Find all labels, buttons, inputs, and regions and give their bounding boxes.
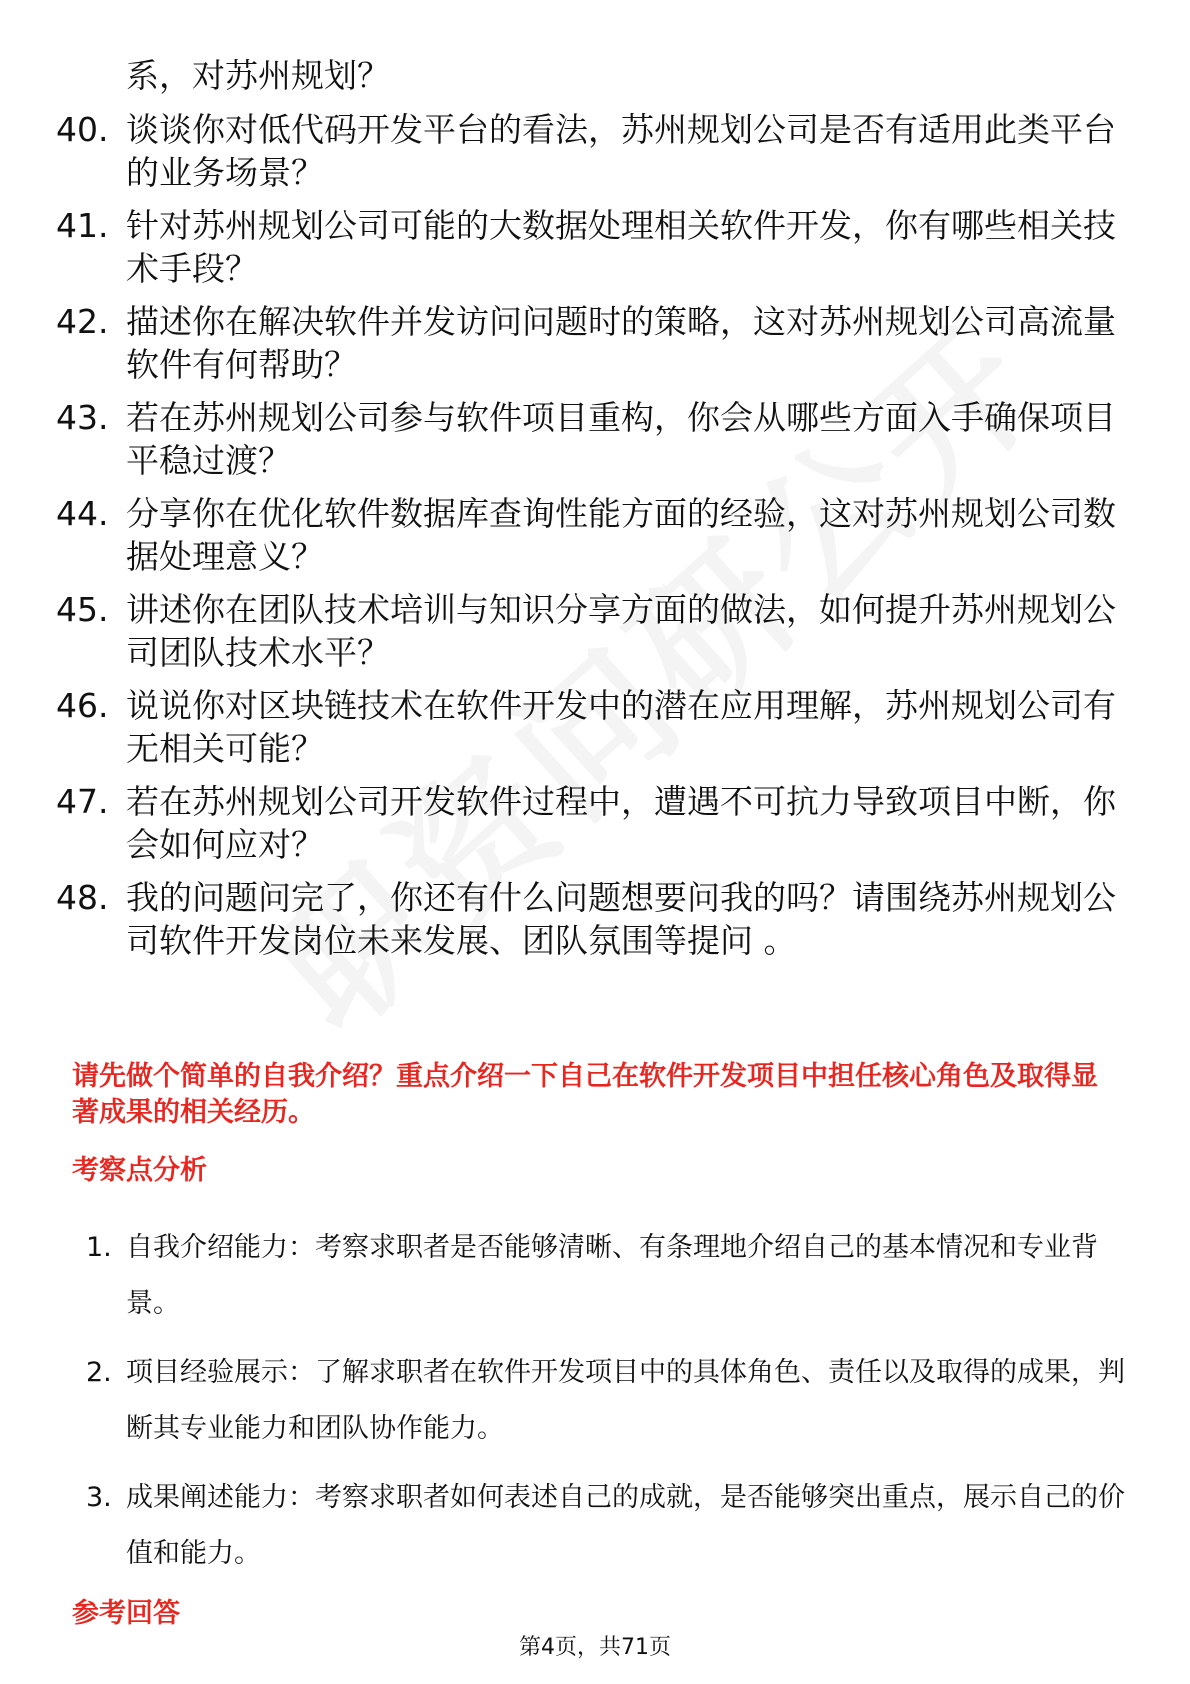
question-item xyxy=(56,108,1116,194)
question-number: 45. xyxy=(56,590,109,629)
question-number: 47. xyxy=(56,782,109,821)
question-item xyxy=(56,684,1116,770)
analysis-text: 自我介绍能力：考察求职者是否能够清晰、有条理地介绍自己的基本情况和专业背景。 xyxy=(126,1232,1098,1319)
question-item xyxy=(56,396,1116,482)
question-number: 40. xyxy=(56,110,109,149)
question-text: 若在苏州规划公司开发软件过程中，遭遇不可抗力导致项目中断，你会如何应对？ xyxy=(126,782,1116,864)
question-number: 44. xyxy=(56,494,109,533)
analysis-number: 3. xyxy=(86,1482,112,1513)
analysis-text: 项目经验展示：了解求职者在软件开发项目中的具体角色、责任以及取得的成果，判断其专业能力和团队协作能力。 xyxy=(126,1357,1125,1444)
question-number: 46. xyxy=(56,686,109,725)
question-text: 谈谈你对低代码开发平台的看法，苏州规划公司是否有适用此类平台的业务场景？ xyxy=(126,110,1116,192)
question-item xyxy=(56,300,1116,386)
continuation-text: 系，对苏州规划？ xyxy=(126,56,390,95)
analysis-number: 2. xyxy=(86,1357,112,1388)
question-headline: 请先做个简单的自我介绍？重点介绍一下自己在软件开发项目中担任核心角色及取得显著成果的相关经历。 xyxy=(72,1061,1098,1128)
question-text: 若在苏州规划公司参与软件项目重构，你会从哪些方面入手确保项目平稳过渡？ xyxy=(126,398,1116,480)
question-text: 分享你在优化软件数据库查询性能方面的经验，这对苏州规划公司数据处理意义？ xyxy=(126,494,1116,576)
question-number: 41. xyxy=(56,206,109,245)
question-number: 42. xyxy=(56,302,109,341)
analysis-item xyxy=(86,1470,1126,1582)
question-item xyxy=(56,204,1116,290)
question-text: 说说你对区块链技术在软件开发中的潜在应用理解，苏州规划公司有无相关可能？ xyxy=(126,686,1116,768)
analysis-number: 1. xyxy=(86,1232,112,1263)
question-item xyxy=(56,780,1116,866)
question-number: 48. xyxy=(56,878,109,917)
question-number: 43. xyxy=(56,398,109,437)
analysis-title: 考察点分析 xyxy=(72,1155,207,1186)
question-item xyxy=(56,588,1116,674)
question-item xyxy=(56,492,1116,578)
analysis-item xyxy=(86,1345,1126,1457)
answer-title: 参考回答 xyxy=(72,1598,180,1629)
page-footer: 第4页，共71页 xyxy=(519,1635,671,1660)
question-text: 讲述你在团队技术培训与知识分享方面的做法，如何提升苏州规划公司团队技术水平？ xyxy=(126,590,1116,672)
question-text: 描述你在解决软件并发访问问题时的策略，这对苏州规划公司高流量软件有何帮助？ xyxy=(126,302,1116,384)
analysis-item xyxy=(86,1220,1126,1332)
question-item xyxy=(56,876,1116,962)
question-text: 我的问题问完了，你还有什么问题想要问我的吗？请围绕苏州规划公司软件开发岗位未来发展、团队氛围等提问 。 xyxy=(126,878,1116,960)
analysis-text: 成果阐述能力：考察求职者如何表述自己的成就，是否能够突出重点，展示自己的价值和能力。 xyxy=(126,1482,1125,1569)
question-text: 针对苏州规划公司可能的大数据处理相关软件开发，你有哪些相关技术手段？ xyxy=(126,206,1116,288)
